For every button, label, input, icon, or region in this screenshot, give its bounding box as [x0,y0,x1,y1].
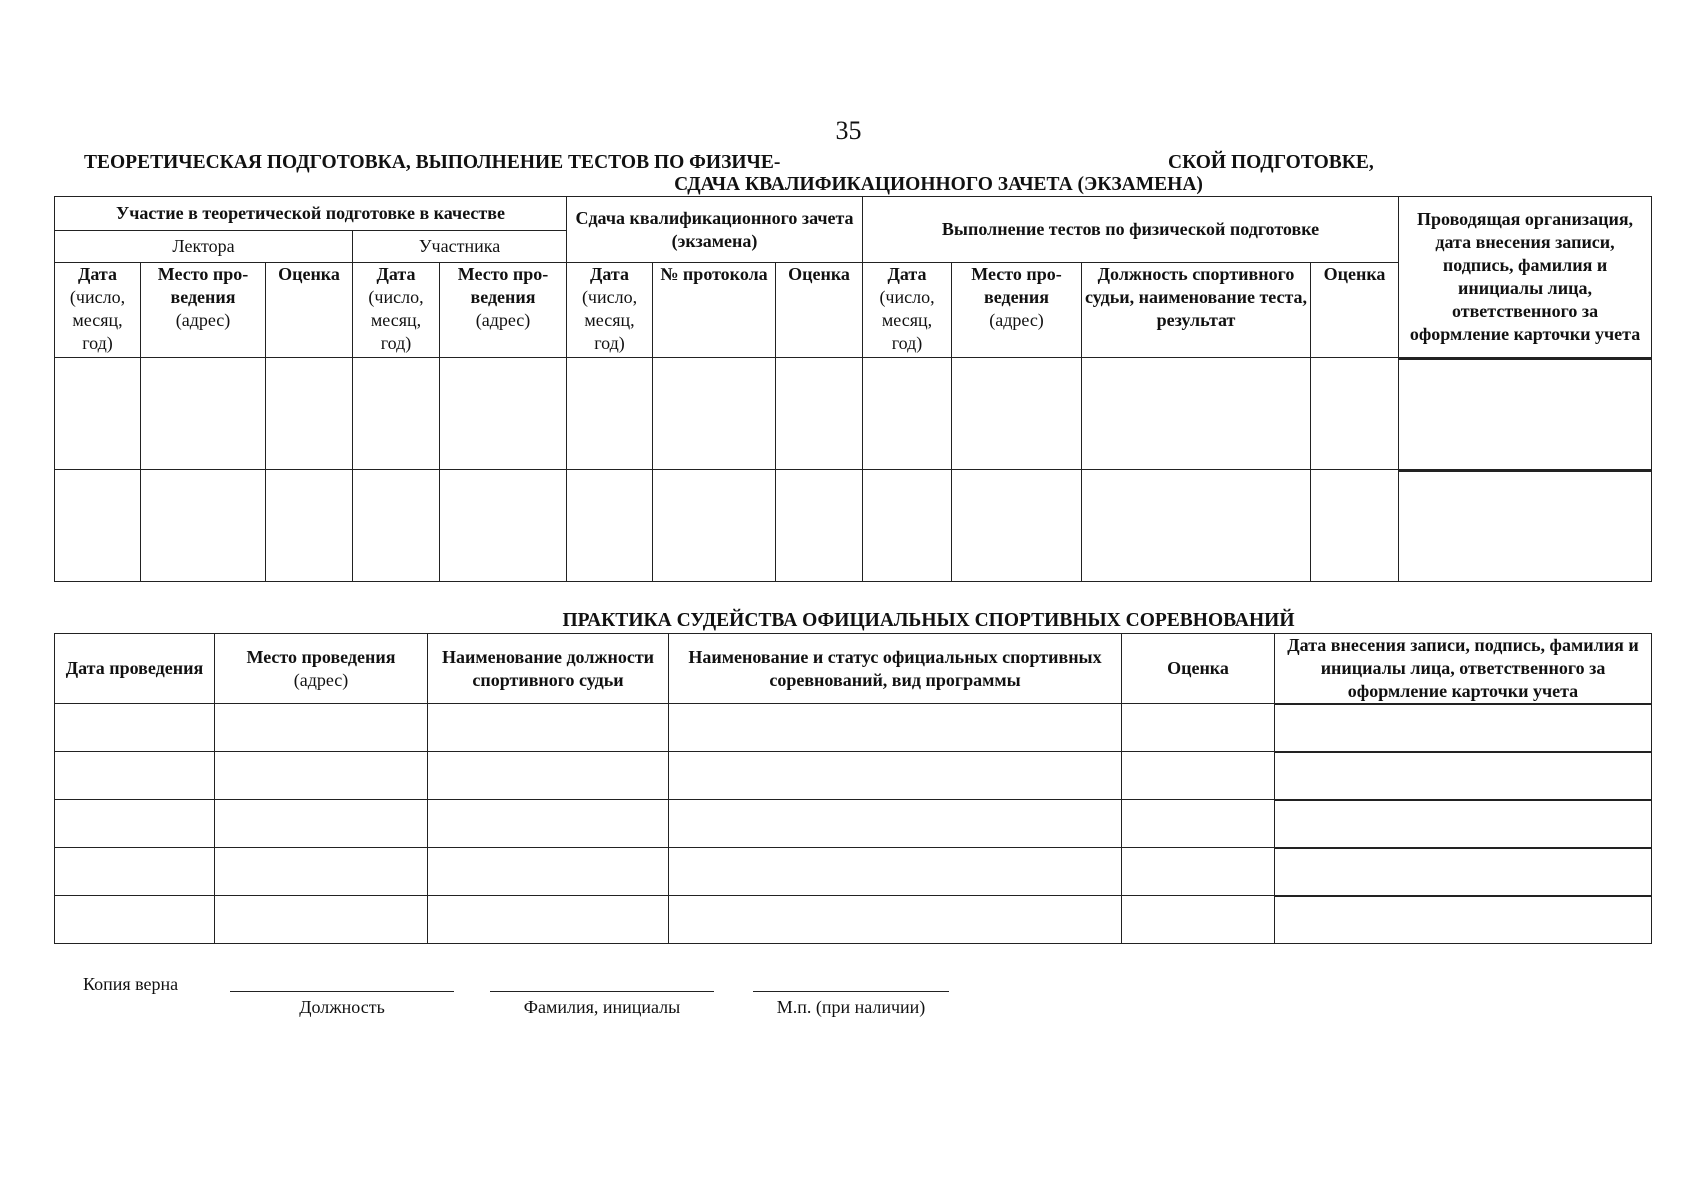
table-cell[interactable] [669,848,1122,896]
section1-title-right: СКОЙ ПОДГОТОВКЕ, [1168,152,1374,173]
lecturer-place-header: Место про- ведения (адрес) [141,263,266,358]
lecturer-header: Лектора [55,231,353,263]
section2-title: ПРАКТИКА СУДЕЙСТВА ОФИЦИАЛЬНЫХ СПОРТИВНЫХ СОРЕВНОВАНИЙ [562,610,1295,631]
signature-cell[interactable] [1275,896,1652,944]
table-row [55,704,1652,752]
table-cell[interactable] [266,470,353,582]
table-cell[interactable] [55,470,141,582]
table-cell[interactable] [863,470,952,582]
practice-place-header: Место проведения (адрес) [215,634,428,704]
participant-header: Участника [353,231,567,263]
signature-cell[interactable] [1275,752,1652,800]
participant-place-header: Место про- ведения (адрес) [440,263,567,358]
page-number: 35 [835,116,862,145]
position-signature-line[interactable] [230,991,454,992]
practice-position-header: Наименование должности спортивного судьи [428,634,669,704]
table-cell[interactable] [1122,848,1275,896]
table-row [55,752,1652,800]
practice-competition-header: Наименование и статус официальных спортивных соревнований, вид программы [669,634,1122,704]
table-row [55,800,1652,848]
theory-tests-table [54,196,1652,582]
table-cell[interactable] [863,358,952,470]
table-cell[interactable] [440,470,567,582]
exam-date-header: Дата (число, месяц, год) [567,263,653,358]
table-cell[interactable] [952,358,1082,470]
group-theory-header: Участие в теоретической подготовке в качестве [55,197,567,231]
tests-date-header: Дата (число, месяц, год) [863,263,952,358]
lecturer-date-header: Дата (число, месяц, год) [55,263,141,358]
table-cell[interactable] [567,358,653,470]
table-cell[interactable] [1082,470,1311,582]
table-cell[interactable] [55,358,141,470]
group-org-header: Проводящая организация, дата внесения записи, подпись, фамилия и инициалы лица, ответственного за оформление карточки учета [1399,197,1652,358]
tests-judge-position-header: Должность спортивного судьи, наименование теста, результат [1082,263,1311,358]
signature-cell[interactable] [1275,704,1652,752]
table-cell[interactable] [653,358,776,470]
table-cell[interactable] [440,358,567,470]
exam-protocol-header: № протокола [653,263,776,358]
table-row [55,848,1652,896]
name-label: Фамилия, инициалы [523,997,681,1017]
table-cell[interactable] [776,470,863,582]
table-cell[interactable] [428,800,669,848]
table-cell[interactable] [669,704,1122,752]
practice-signature-header: Дата внесения записи, подпись, фамилия и инициалы лица, ответственного за оформление карточки учета [1275,634,1652,704]
table-cell[interactable] [353,470,440,582]
table-cell[interactable] [669,800,1122,848]
table-cell[interactable] [1082,358,1311,470]
table-cell[interactable] [1122,896,1275,944]
section1-title-line2: СДАЧА КВАЛИФИКАЦИОННОГО ЗАЧЕТА (ЭКЗАМЕНА) [674,174,1203,195]
table-row [55,358,1652,470]
table-cell[interactable] [428,752,669,800]
table-cell[interactable] [1311,470,1399,582]
signature-cell[interactable] [1399,358,1652,470]
table-cell[interactable] [353,358,440,470]
judging-practice-table [54,633,1652,944]
signature-cell[interactable] [1275,800,1652,848]
table-cell[interactable] [141,358,266,470]
group-tests-header: Выполнение тестов по физической подготовке [863,197,1399,263]
table-cell[interactable] [215,896,428,944]
table-cell[interactable] [1311,358,1399,470]
name-signature-line[interactable] [490,991,714,992]
table-row [55,470,1652,582]
stamp-label: М.п. (при наличии) [776,997,926,1017]
participant-date-header: Дата (число, месяц, год) [353,263,440,358]
table-cell[interactable] [55,848,215,896]
table-cell[interactable] [215,800,428,848]
table-cell[interactable] [669,752,1122,800]
table-cell[interactable] [266,358,353,470]
practice-grade-header: Оценка [1122,634,1275,704]
lecturer-grade-header: Оценка [266,263,353,358]
signature-cell[interactable] [1399,470,1652,582]
exam-grade-header: Оценка [776,263,863,358]
copy-certified-label: Копия верна [83,974,179,994]
table-cell[interactable] [952,470,1082,582]
table-cell[interactable] [653,470,776,582]
table-row [55,896,1652,944]
table-cell[interactable] [567,470,653,582]
table-cell[interactable] [55,800,215,848]
table-cell[interactable] [55,896,215,944]
practice-date-header: Дата проведения [55,634,215,704]
table-cell[interactable] [1122,800,1275,848]
group-exam-header: Сдача квалификационного зачета (экзамена) [567,197,863,263]
table-cell[interactable] [215,848,428,896]
table-cell[interactable] [776,358,863,470]
table-cell[interactable] [1122,752,1275,800]
table-cell[interactable] [428,848,669,896]
stamp-signature-line[interactable] [753,991,949,992]
position-label: Должность [299,997,385,1017]
table-cell[interactable] [669,896,1122,944]
table-cell[interactable] [55,704,215,752]
table-cell[interactable] [215,704,428,752]
table-cell[interactable] [1122,704,1275,752]
table-cell[interactable] [215,752,428,800]
section1-title-left: ТЕОРЕТИЧЕСКАЯ ПОДГОТОВКА, ВЫПОЛНЕНИЕ ТЕСТОВ ПО ФИЗИЧЕ- [84,152,781,173]
table-cell[interactable] [428,896,669,944]
tests-place-header: Место про- ведения (адрес) [952,263,1082,358]
tests-grade-header: Оценка [1311,263,1399,358]
table-cell[interactable] [55,752,215,800]
table-cell[interactable] [428,704,669,752]
signature-cell[interactable] [1275,848,1652,896]
table-cell[interactable] [141,470,266,582]
